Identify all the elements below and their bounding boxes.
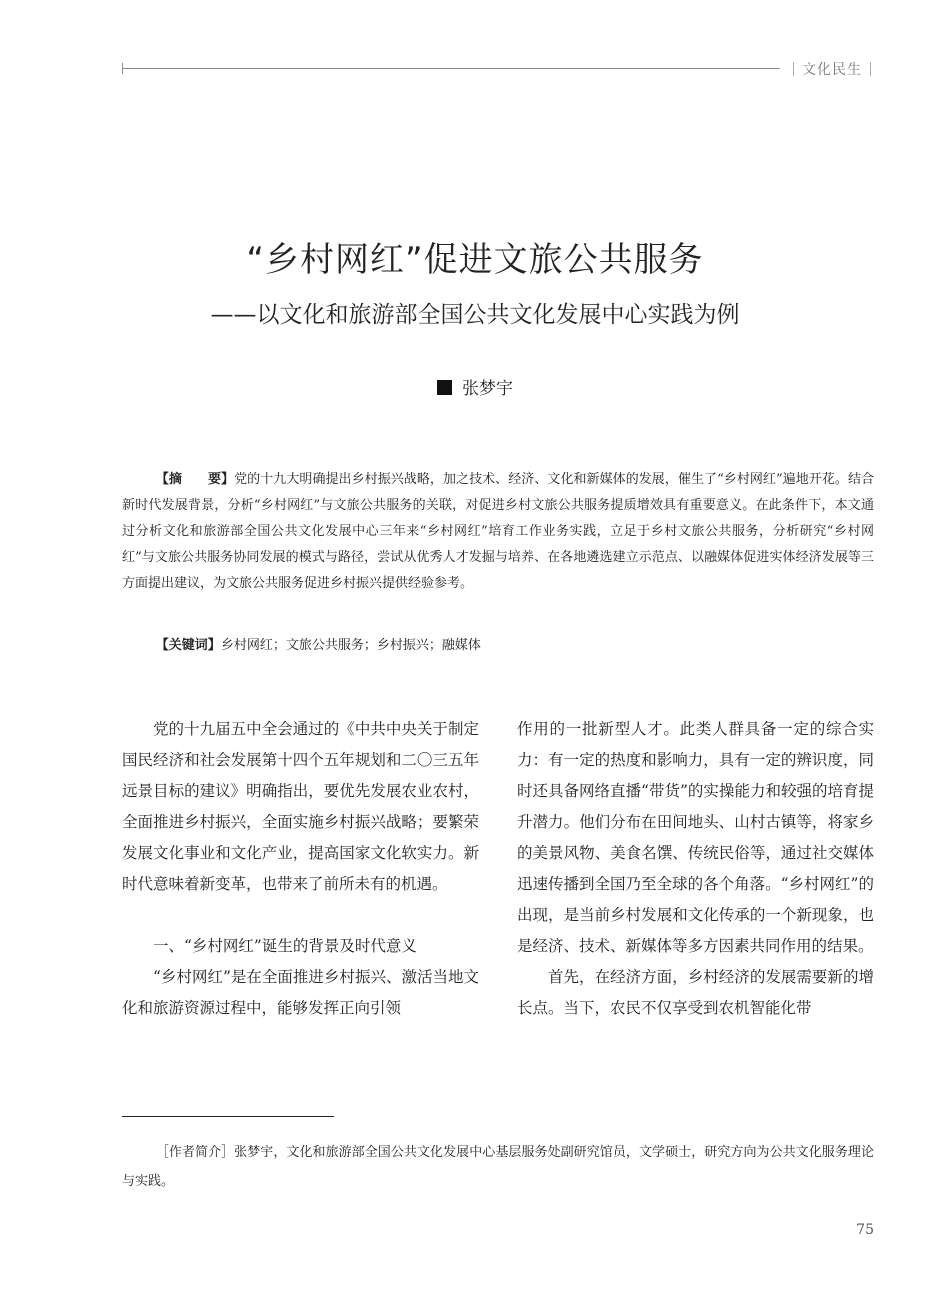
abstract-label: 【摘 要】 — [155, 472, 235, 487]
abstract-text: 党的十九大明确提出乡村振兴战略，加之技术、经济、文化和新媒体的发展，催生了“乡村网红”遍地开花。结合新时代发展背景，分析“乡村网红”与文旅公共服务的关联，对促进乡村文旅公共服务提质增效具有重要意义。在此条件下，本文通过分析文化和旅游部全国公共文化发展中心三年来“乡村网红”培育工作业务实践，立足于乡村文旅公共服务，分析研究“乡村网红”与文旅公共服务协同发展的模式与路径，尝试从优秀人才发掘与培养、在各地遴选建立示范点、以融媒体促进实体经济发展等三方面提出建议，为文旅公共服务促进乡村振兴提供经验参考。 — [122, 472, 874, 591]
header-divider — [793, 62, 794, 76]
header-divider — [870, 62, 871, 76]
footnote-label: ［作者简介］ — [155, 1145, 235, 1160]
keywords — [122, 633, 874, 659]
header-rule — [122, 68, 780, 69]
article-subtitle: ——以文化和旅游部全国公共文化发展中心实践为例 — [210, 302, 740, 328]
page-number: 75 — [856, 1222, 874, 1238]
body-column-left — [122, 714, 479, 1024]
keywords-label: 【关键词】 — [155, 638, 221, 653]
body-paragraph: 党的十九届五中全会通过的《中共中央关于制定国民经济和社会发展第十四个五年规划和二〇三五年远景目标的建议》明确指出，要优先发展农业农村，全面推进乡村振兴，全面实施乡村振兴战略；要繁荣发展文化事业和文化产业，提高国家文化软实力。新时代意味着新变革，也带来了前所未有的机遇。 — [122, 720, 479, 893]
author-line — [0, 374, 950, 399]
footnote-rule — [122, 1116, 334, 1117]
running-header — [784, 57, 880, 81]
black-square-icon — [437, 380, 452, 395]
section-name: 文化民生 — [802, 62, 862, 78]
body-paragraph: 作用的一批新型人才。此类人群具备一定的综合实力：有一定的热度和影响力，具有一定的辨识度，同时还具备网络直播“带货”的实操能力和较强的培育提升潜力。他们分布在田间地头、山村古镇等，将家乡的美景风物、美食名馔、传统民俗等，通过社交媒体迅速传播到全国乃至全球的各个角落。“乡村网红”的出现，是当前乡村发展和文化传承的一个新现象，也是经济、技术、新媒体等多方因素共同作用的结果。 — [517, 720, 874, 955]
body-column-right — [517, 714, 874, 1024]
body-paragraph: 首先，在经济方面，乡村经济的发展需要新的增长点。当下，农民不仅享受到农机智能化带 — [517, 968, 874, 1017]
body-paragraph: “乡村网红”是在全面推进乡村振兴、激活当地文化和旅游资源过程中，能够发挥正向引领 — [122, 968, 479, 1017]
keywords-text: 乡村网红；文旅公共服务；乡村振兴；融媒体 — [220, 638, 481, 653]
author-name: 张梦宇 — [462, 379, 513, 399]
abstract — [122, 467, 874, 597]
author-footnote — [122, 1138, 874, 1196]
section-heading: 一、“乡村网红”诞生的背景及时代意义 — [153, 937, 417, 955]
footnote-text: 张梦宇，文化和旅游部全国公共文化发展中心基层服务处副研究馆员，文学硕士，研究方向为公共文化服务理论与实践。 — [122, 1145, 874, 1189]
article-title: “乡村网红”促进文旅公共服务 — [246, 240, 704, 280]
